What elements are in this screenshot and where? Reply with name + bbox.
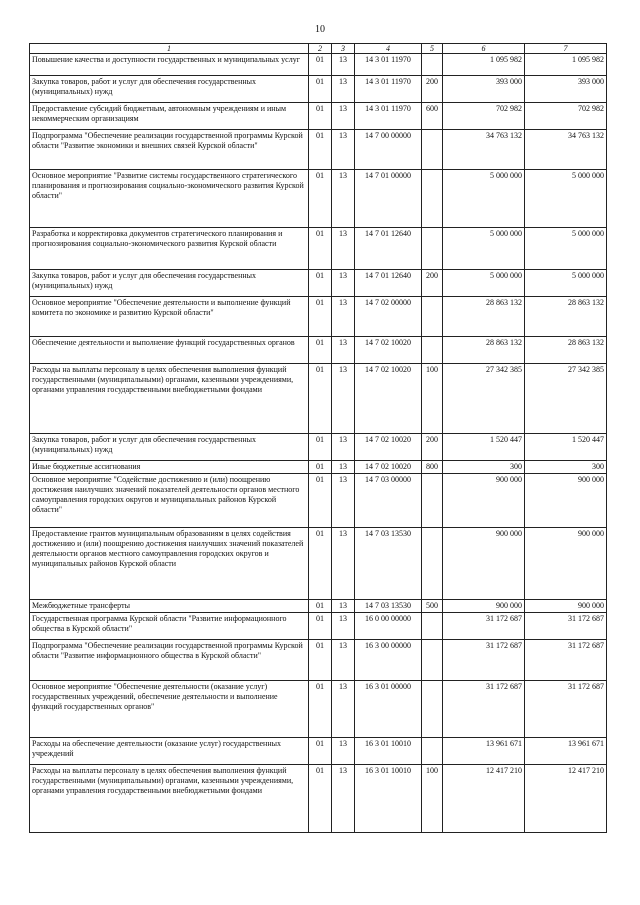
row-amount-7: 900 000 [525,474,607,528]
row-expense-type: 100 [422,765,443,833]
row-amount-6: 1 520 447 [443,434,525,461]
row-subsection: 13 [332,681,355,738]
row-target-code: 16 3 01 10010 [355,738,422,765]
row-amount-6: 28 863 132 [443,337,525,364]
table-row [30,461,607,474]
row-section: 01 [309,738,332,765]
row-expense-type: 200 [422,434,443,461]
row-target-code: 14 7 02 10020 [355,337,422,364]
table-header-row [30,44,607,54]
row-target-code: 14 7 01 00000 [355,170,422,228]
table-row [30,640,607,681]
row-section: 01 [309,170,332,228]
row-amount-7: 900 000 [525,528,607,600]
row-expense-type: 600 [422,103,443,130]
row-expense-type [422,228,443,270]
row-expense-type [422,297,443,337]
row-amount-6: 702 982 [443,103,525,130]
table-row [30,297,607,337]
header-col-4: 4 [355,44,422,54]
row-section: 01 [309,228,332,270]
row-subsection: 13 [332,528,355,600]
row-amount-7: 12 417 210 [525,765,607,833]
header-col-6: 6 [443,44,525,54]
row-name: Предоставление субсидий бюджетным, автономным учреждениям и иным некоммерческим организациям [30,103,309,130]
header-col-3: 3 [332,44,355,54]
row-target-code: 14 7 01 12640 [355,228,422,270]
table-row [30,600,607,613]
row-subsection: 13 [332,270,355,297]
row-amount-7: 702 982 [525,103,607,130]
row-section: 01 [309,103,332,130]
row-section: 01 [309,270,332,297]
row-target-code: 14 7 02 10020 [355,434,422,461]
row-section: 01 [309,528,332,600]
header-col-1: 1 [30,44,309,54]
header-col-5: 5 [422,44,443,54]
row-amount-6: 393 000 [443,76,525,103]
row-subsection: 13 [332,337,355,364]
row-amount-7: 5 000 000 [525,270,607,297]
row-target-code: 16 3 00 00000 [355,640,422,681]
row-section: 01 [309,613,332,640]
row-section: 01 [309,640,332,681]
row-target-code: 14 3 01 11970 [355,103,422,130]
row-expense-type [422,681,443,738]
table-row [30,337,607,364]
row-section: 01 [309,337,332,364]
row-expense-type [422,54,443,76]
row-amount-6: 31 172 687 [443,640,525,681]
row-target-code: 14 7 02 10020 [355,364,422,434]
row-subsection: 13 [332,613,355,640]
row-section: 01 [309,600,332,613]
row-name: Государственная программа Курской области "Развитие информационного общества в Курской области" [30,613,309,640]
row-name: Основное мероприятие "Обеспечение деятельности (оказание услуг) государственных учреждений, обеспечение деятельности и выполнение функций государственных органов" [30,681,309,738]
row-amount-6: 5 000 000 [443,228,525,270]
page-number: 10 [315,24,325,35]
header-col-2: 2 [309,44,332,54]
row-expense-type: 200 [422,76,443,103]
row-expense-type: 800 [422,461,443,474]
table-row [30,170,607,228]
row-section: 01 [309,130,332,170]
budget-table [29,43,607,833]
row-amount-6: 5 000 000 [443,170,525,228]
row-expense-type [422,130,443,170]
row-subsection: 13 [332,76,355,103]
table-row [30,228,607,270]
row-expense-type [422,738,443,765]
row-name: Предоставление грантов муниципальным образованиям в целях содействия достижению и (или) поощрению достижения наилучших значений показателей деятельности органов местного самоуправления городских округов и муниципальных районов Курской области [30,528,309,600]
table-row [30,765,607,833]
row-name: Расходы на выплаты персоналу в целях обеспечения выполнения функций государственными (муниципальными) органами, казенными учреждениями, органами управления государственными внебюджетными фондами [30,765,309,833]
row-target-code: 14 7 03 13530 [355,528,422,600]
table-row [30,270,607,297]
row-target-code: 16 0 00 00000 [355,613,422,640]
table-row [30,103,607,130]
row-name: Межбюджетные трансферты [30,600,309,613]
row-section: 01 [309,765,332,833]
row-amount-7: 27 342 385 [525,364,607,434]
row-amount-7: 300 [525,461,607,474]
row-name: Расходы на обеспечение деятельности (оказание услуг) государственных учреждений [30,738,309,765]
row-amount-7: 28 863 132 [525,297,607,337]
row-name: Расходы на выплаты персоналу в целях обеспечения выполнения функций государственными (муниципальными) органами, казенными учреждениями, органами управления государственными внебюджетными фондами [30,364,309,434]
row-section: 01 [309,54,332,76]
row-expense-type [422,613,443,640]
row-amount-6: 34 763 132 [443,130,525,170]
row-amount-7: 5 000 000 [525,170,607,228]
row-subsection: 13 [332,600,355,613]
row-name: Основное мероприятие "Содействие достижению и (или) поощрению достижения наилучших значений показателей деятельности органов местного самоуправления городских округов и муниципальных районов Курской области" [30,474,309,528]
row-subsection: 13 [332,130,355,170]
row-amount-7: 31 172 687 [525,613,607,640]
row-subsection: 13 [332,228,355,270]
row-subsection: 13 [332,364,355,434]
row-name: Закупка товаров, работ и услуг для обеспечения государственных (муниципальных) нужд [30,270,309,297]
row-section: 01 [309,297,332,337]
row-amount-6: 31 172 687 [443,613,525,640]
row-expense-type [422,474,443,528]
row-amount-6: 300 [443,461,525,474]
row-name: Иные бюджетные ассигнования [30,461,309,474]
table-row [30,681,607,738]
row-subsection: 13 [332,474,355,528]
row-name: Закупка товаров, работ и услуг для обеспечения государственных (муниципальных) нужд [30,434,309,461]
row-name: Подпрограмма "Обеспечение реализации государственной программы Курской области "Развитие экономики и внешних связей Курской области" [30,130,309,170]
row-target-code: 16 3 01 10010 [355,765,422,833]
header-col-7: 7 [525,44,607,54]
row-expense-type [422,170,443,228]
row-target-code: 14 7 01 12640 [355,270,422,297]
row-section: 01 [309,461,332,474]
row-amount-7: 28 863 132 [525,337,607,364]
row-target-code: 14 7 02 10020 [355,461,422,474]
row-amount-7: 5 000 000 [525,228,607,270]
row-amount-6: 13 961 671 [443,738,525,765]
table-row [30,738,607,765]
row-amount-6: 5 000 000 [443,270,525,297]
row-expense-type: 100 [422,364,443,434]
row-expense-type [422,337,443,364]
row-name: Основное мероприятие "Обеспечение деятельности и выполнение функций комитета по экономике и развитию Курской области" [30,297,309,337]
row-name: Повышение качества и доступности государственных и муниципальных услуг [30,54,309,76]
row-amount-6: 1 095 982 [443,54,525,76]
row-amount-7: 900 000 [525,600,607,613]
row-section: 01 [309,681,332,738]
row-amount-7: 34 763 132 [525,130,607,170]
table-row [30,130,607,170]
row-amount-7: 1 520 447 [525,434,607,461]
row-name: Обеспечение деятельности и выполнение функций государственных органов [30,337,309,364]
row-expense-type: 500 [422,600,443,613]
row-subsection: 13 [332,738,355,765]
row-amount-6: 28 863 132 [443,297,525,337]
row-name: Закупка товаров, работ и услуг для обеспечения государственных (муниципальных) нужд [30,76,309,103]
row-subsection: 13 [332,297,355,337]
row-name: Основное мероприятие "Развитие системы государственного стратегического планирования и прогнозирования социально-экономического развития Курской области" [30,170,309,228]
row-amount-7: 393 000 [525,76,607,103]
table-row [30,613,607,640]
row-subsection: 13 [332,765,355,833]
table-row [30,528,607,600]
row-subsection: 13 [332,434,355,461]
row-section: 01 [309,474,332,528]
row-amount-7: 31 172 687 [525,681,607,738]
row-section: 01 [309,76,332,103]
table-row [30,364,607,434]
row-expense-type: 200 [422,270,443,297]
table-row [30,76,607,103]
row-target-code: 16 3 01 00000 [355,681,422,738]
row-amount-6: 900 000 [443,474,525,528]
row-target-code: 14 7 00 00000 [355,130,422,170]
row-expense-type [422,640,443,681]
row-target-code: 14 3 01 11970 [355,76,422,103]
row-target-code: 14 3 01 11970 [355,54,422,76]
row-subsection: 13 [332,170,355,228]
row-subsection: 13 [332,103,355,130]
row-subsection: 13 [332,461,355,474]
row-name: Подпрограмма "Обеспечение реализации государственной программы Курской области "Развитие информационного общества в Курской области" [30,640,309,681]
row-target-code: 14 7 02 00000 [355,297,422,337]
row-target-code: 14 7 03 13530 [355,600,422,613]
row-name: Разработка и корректировка документов стратегического планирования и прогнозирования социально-экономического развития Курской области [30,228,309,270]
row-amount-6: 900 000 [443,600,525,613]
row-section: 01 [309,434,332,461]
row-amount-7: 13 961 671 [525,738,607,765]
table-row [30,474,607,528]
row-amount-6: 27 342 385 [443,364,525,434]
row-target-code: 14 7 03 00000 [355,474,422,528]
row-amount-7: 31 172 687 [525,640,607,681]
row-amount-7: 1 095 982 [525,54,607,76]
row-amount-6: 12 417 210 [443,765,525,833]
table-row [30,54,607,76]
row-expense-type [422,528,443,600]
row-subsection: 13 [332,640,355,681]
row-subsection: 13 [332,54,355,76]
row-section: 01 [309,364,332,434]
row-amount-6: 31 172 687 [443,681,525,738]
table-row [30,434,607,461]
row-amount-6: 900 000 [443,528,525,600]
